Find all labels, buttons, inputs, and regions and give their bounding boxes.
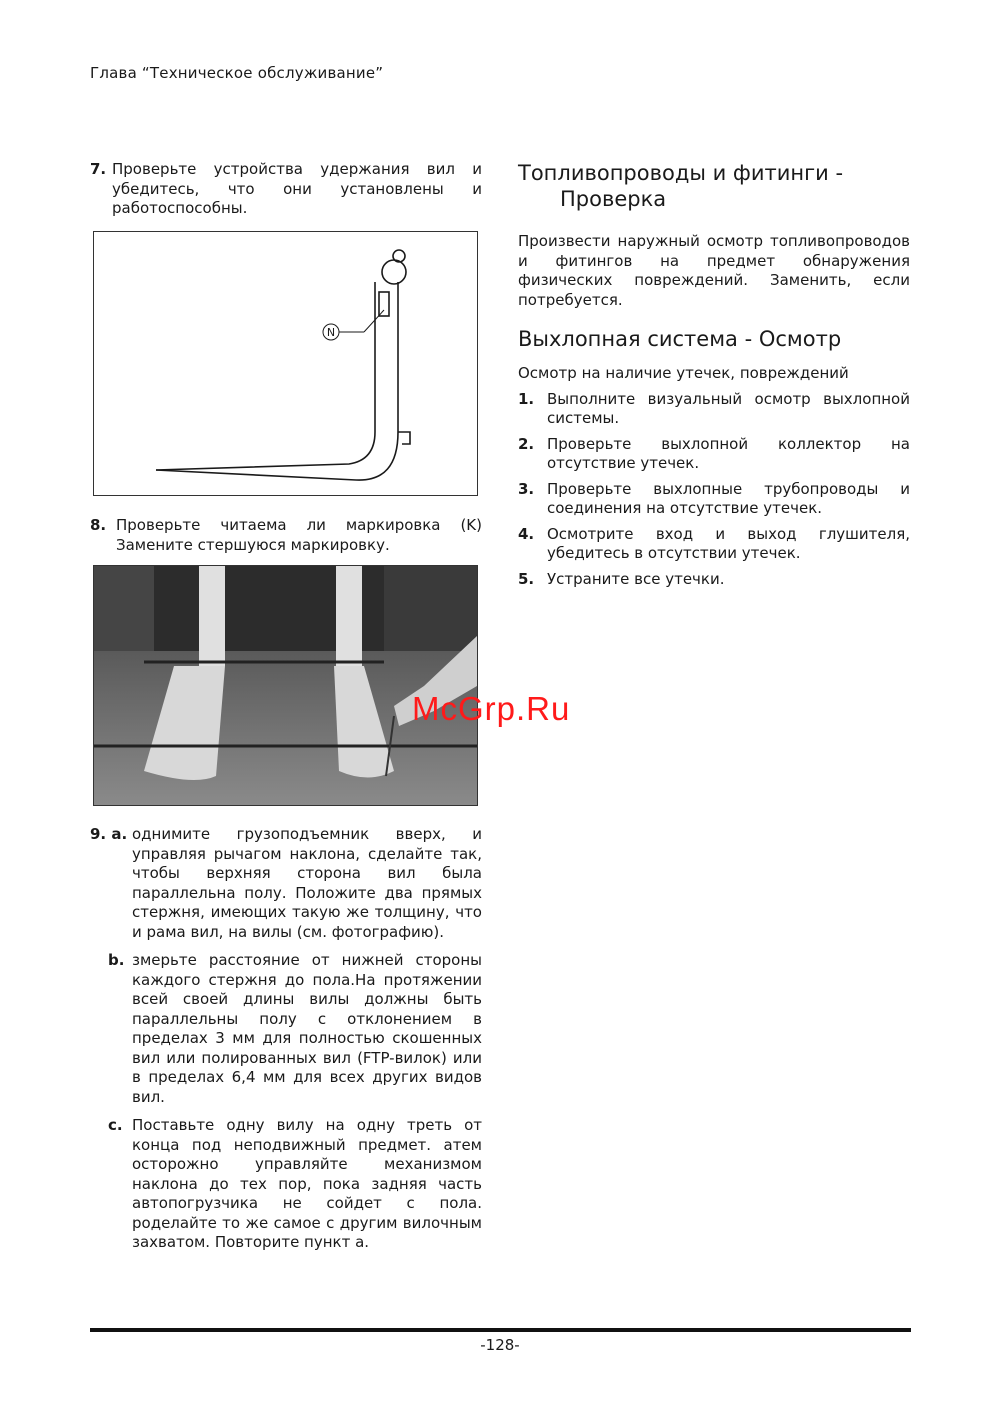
footer-rule — [90, 1328, 911, 1332]
step-text: Поставьте одну вилу на одну треть от конца под неподвижный предмет. атем осторожно управляйте механизмом наклона до тех пор, пока задняя часть автопогрузчика не сойдет с пола. роделайте то же самое с другим вилочным захватом. Повторите пункт a. — [132, 1116, 482, 1251]
fork-photo-graphic — [94, 566, 477, 805]
step-text: змерьте расстояние от нижней стороны каждого стержня до пола.На протяжении всей своей длины вилы должны быть параллельны полу с отклонением в пределах 3 мм для полностью скошенных вил или полированных вил (FTP-вилок) или в пределах 6,4 мм для всех других видов вил. — [132, 951, 482, 1106]
callout-label: N — [326, 326, 336, 339]
step-number: 7. — [90, 160, 107, 178]
left-column-top — [90, 160, 482, 219]
step-9c — [90, 1116, 482, 1253]
right-column — [518, 160, 910, 595]
fork-drawing-figure — [93, 231, 478, 496]
step-number: 9. a. — [90, 825, 128, 843]
exhaust-step-2: 2. Проверьте выхлопной коллектор на отсутствие утечек. — [518, 434, 910, 472]
step-number: 8. — [90, 516, 107, 534]
exhaust-step-1: 1. Выполните визуальный осмотр выхлопной системы. — [518, 389, 910, 427]
step-text: Проверьте читаема ли маркировка (K) Замените стершуюся маркировку. — [116, 516, 482, 554]
fork-photo — [93, 565, 478, 806]
step-8-block — [90, 516, 482, 555]
page-number: -128- — [480, 1336, 520, 1354]
fork-drawing — [94, 232, 477, 495]
fork-hook-ring — [382, 260, 406, 284]
step-8 — [90, 516, 482, 555]
step-number: b. — [108, 951, 125, 969]
step-text: однимите грузоподъемник вверх, и управляя рычагом наклона, сделайте так, чтобы верхняя сторона вил была параллельна полу. Положите два прямых стержня, имеющих такую же толщину, что и рама вил, на вилы (см. фотографию). — [132, 825, 482, 941]
section-title-fuel-lines: Топливопроводы и фитинги - Проверка — [518, 161, 844, 211]
section-title-exhaust: Выхлопная система - Осмотр — [518, 327, 842, 351]
exhaust-step-4: 4. Осмотрите вход и выход глушителя, убедитесь в отсутствии утечек. — [518, 524, 910, 562]
exhaust-intro: Осмотр на наличие утечек, повреждений — [518, 364, 849, 382]
step-number: c. — [108, 1116, 123, 1134]
exhaust-step-3: 3. Проверьте выхлопные трубопроводы и соединения на отсутствие утечек. — [518, 479, 910, 517]
step-text: Проверьте устройства удержания вил и убедитесь, что они установлены и работоспособны. — [112, 160, 482, 217]
step-9-block — [90, 825, 482, 1253]
watermark: McGrp.Ru — [412, 690, 571, 727]
chapter-header: Глава “Техническое обслуживание” — [90, 64, 384, 82]
step-9a — [90, 825, 482, 942]
step-7 — [90, 160, 482, 219]
exhaust-step-5: 5. Устраните все утечки. — [518, 569, 725, 588]
fuel-lines-text: Произвести наружный осмотр топливопроводов и фитингов на предмет обнаружения физических повреждений. Заменить, если потребуется. — [518, 232, 910, 309]
step-9b — [90, 951, 482, 1107]
